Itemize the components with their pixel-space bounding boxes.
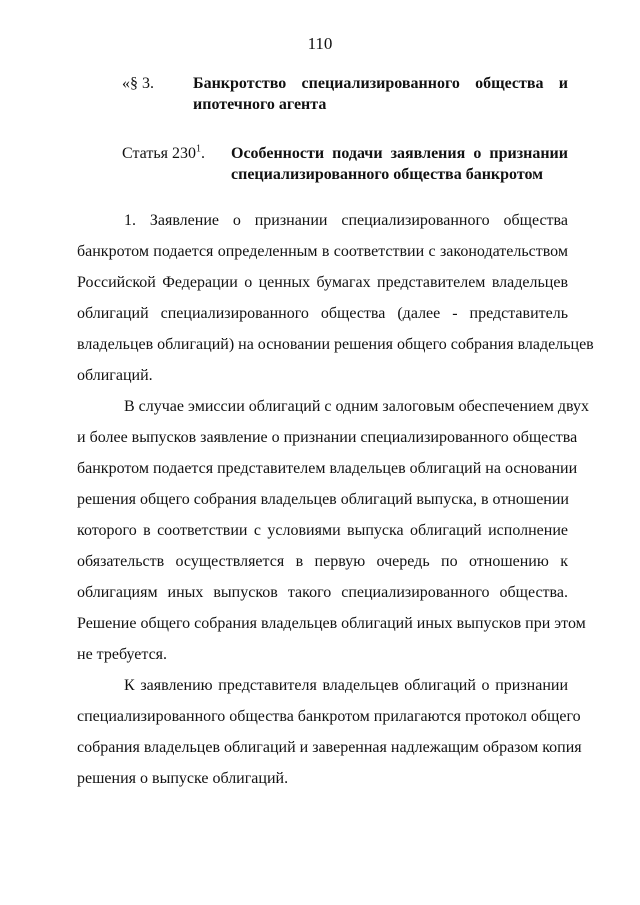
section-title-line: Банкротство специализированного общества и (193, 75, 568, 92)
paragraph-line: которого в соответствии с условиями выпуска облигаций исполнение (77, 522, 568, 539)
paragraph-line: В случае эмиссии облигаций с одним залоговым обеспечением двух (124, 398, 590, 415)
article-body (77, 205, 594, 794)
paragraph-line: облигациям иных выпусков такого специализированного общества. (77, 584, 568, 601)
article-title-line: Особенности подачи заявления о признании (231, 145, 568, 162)
paragraph-line: 1. Заявление о признании специализированного общества (124, 212, 568, 229)
paragraph-line: Решение общего собрания владельцев облигаций иных выпусков при этом (77, 615, 586, 632)
article-label-dot: . (200, 145, 205, 162)
paragraph-line: Российской Федерации о ценных бумагах представителем владельцев (77, 274, 568, 291)
paragraph (77, 205, 594, 391)
paragraph-line: облигаций. (77, 367, 153, 384)
paragraph (77, 391, 590, 670)
paragraph-line: владельцев облигаций) на основании решения общего собрания владельцев (77, 336, 594, 353)
paragraph-line: решения о выпуске облигаций. (77, 770, 289, 787)
section-title-line: ипотечного агента (193, 96, 327, 113)
paragraph-line: специализированного общества банкротом прилагаются протокол общего (77, 708, 581, 725)
article-title (231, 143, 568, 185)
paragraph-line: решения общего собрания владельцев облигаций выпуска, в отношении (77, 491, 569, 508)
paragraph-line: не требуется. (77, 646, 168, 663)
section-title (193, 73, 568, 115)
paragraph-line: обязательств осуществляется в первую очередь по отношению к (77, 553, 568, 570)
article-label-superscript: 1 (195, 143, 201, 155)
paragraph-line: банкротом подается определенным в соответствии с законодательством (77, 243, 568, 260)
article-label (122, 143, 205, 164)
paragraph (77, 670, 582, 794)
paragraph-line: и более выпусков заявление о признании специализированного общества (77, 429, 578, 446)
paragraph-line: собрания владельцев облигаций и заверенная надлежащим образом копия (77, 739, 582, 756)
article-title-line: специализированного общества банкротом (231, 166, 544, 183)
article-label-main: Статья 230 (122, 145, 196, 162)
section-label: «§ 3. (122, 75, 154, 92)
page-number: 110 (307, 34, 333, 53)
paragraph-line: К заявлению представителя владельцев облигаций о признании (124, 677, 568, 694)
paragraph-line: банкротом подается представителем владельцев облигаций на основании (77, 460, 578, 477)
paragraph-line: облигаций специализированного общества (далее - представитель (77, 305, 568, 322)
